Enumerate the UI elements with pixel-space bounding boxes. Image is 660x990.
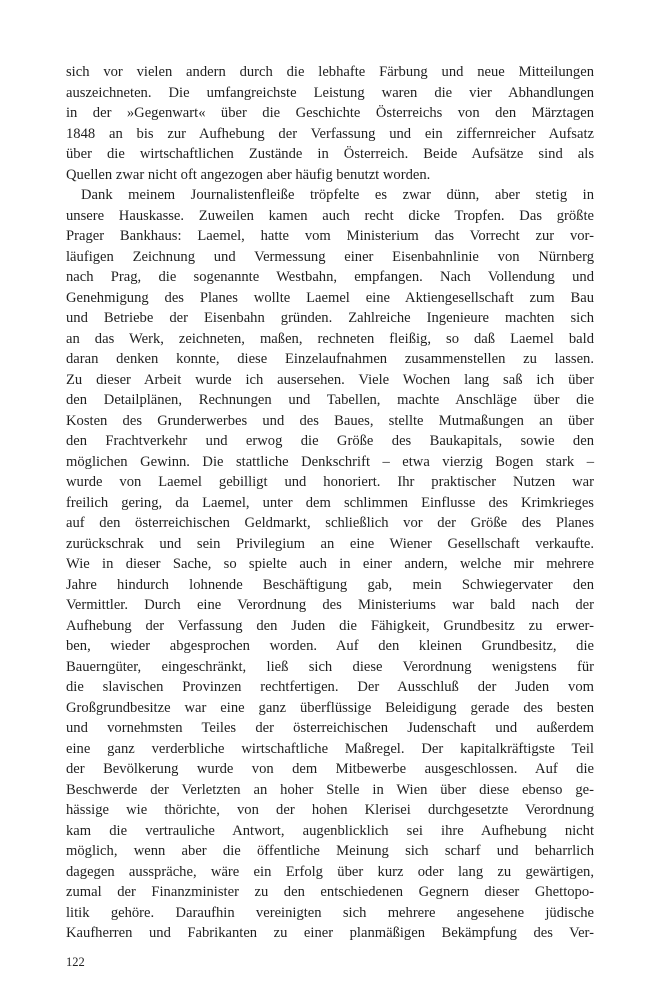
body-text xyxy=(66,62,594,944)
text-line: kam die vertrauliche Antwort, augenblicklich sei ihre Aufhebung nicht xyxy=(66,822,594,839)
text-line: Dank meinem Journalistenfleiße tröpfelte es zwar dünn, aber stetig in xyxy=(81,187,594,203)
text-line: daran denken konnte, diese Einzelaufnahmen zusammenstellen zu lassen. xyxy=(66,351,594,367)
text-line: Großgrundbesitze war eine ganz überflüssige Beleidigung gerade des besten xyxy=(66,699,594,716)
text-line: nach Prag, die sogenannte Westbahn, empfangen. Nach Vollendung und xyxy=(66,269,594,285)
page-number: 122 xyxy=(66,955,85,969)
text-line: wurde von Laemel gebilligt und honoriert. Ihr praktischer Nutzen war xyxy=(66,474,594,490)
text-line: ben, wieder abgesprochen worden. Auf den kleinen Grundbesitz, die xyxy=(66,638,594,654)
text-line: Beschwerde der Verletzten an hoher Stelle in Wien über diese ebenso ge- xyxy=(66,781,594,798)
text-line: unsere Hauskasse. Zuweilen kamen auch recht dicke Tropfen. Das größte xyxy=(66,207,594,224)
text-line: Bauerngüter, eingeschränkt, ließ sich diese Verordnung wenigstens für xyxy=(66,658,594,675)
text-line: hässige wie thörichte, von der hohen Klerisei durchgesetzte Verordnung xyxy=(66,802,594,818)
text-line: freilich gering, da Laemel, unter dem schlimmen Einflusse des Krimkrieges xyxy=(66,494,594,511)
text-line: und vornehmsten Teiles der österreichischen Judenschaft und außerdem xyxy=(66,720,594,736)
text-line: Vermittler. Durch eine Verordnung des Ministeriums war bald nach der xyxy=(66,597,594,613)
text-line: dagegen ausspräche, wäre ein Erfolg über kurz oder lang zu gewärtigen, xyxy=(66,863,594,880)
text-line: und Betriebe der Eisenbahn gründen. Zahlreiche Ingenieure machten sich xyxy=(66,310,594,326)
text-line: der Bevölkerung wurde von dem Mitbewerbe ausgeschlossen. Auf die xyxy=(66,761,594,777)
text-line: eine ganz verderbliche wirtschaftliche Maßregel. Der kapitalkräftigste Teil xyxy=(66,740,594,757)
text-line: Kosten des Grunderwerbes und des Baues, stellte Mutmaßungen an über xyxy=(66,412,594,429)
text-line: möglich, wenn aber die öffentliche Meinung sich scharf und beharrlich xyxy=(66,843,594,859)
text-line: in der »Gegenwart« über die Geschichte Österreichs von den Märztagen xyxy=(66,105,594,121)
text-line: Prager Bankhaus: Laemel, hatte vom Ministerium das Vorrecht zur vor- xyxy=(66,228,594,244)
text-line: läufigen Zeichnung und Vermessung einer Eisenbahnlinie von Nürnberg xyxy=(66,248,594,265)
text-line: Genehmigung des Planes wollte Laemel eine Aktiengesellschaft zum Bau xyxy=(66,289,594,306)
text-line: möglichen Gewinn. Die stattliche Denkschrift – etwa vierzig Bogen stark – xyxy=(66,453,594,470)
text-line: Kaufherren und Fabrikanten zu einer planmäßigen Bekämpfung des Ver- xyxy=(66,925,594,941)
text-line: Zu dieser Arbeit wurde ich ausersehen. Viele Wochen lang saß ich über xyxy=(66,371,594,388)
text-line: Jahre hindurch lohnende Beschäftigung gab, mein Schwiegervater den xyxy=(66,576,594,593)
text-line: 1848 an bis zur Aufhebung der Verfassung und ein ziffernreicher Aufsatz xyxy=(66,125,594,142)
text-line: Wie in dieser Sache, so spielte auch in einer andern, welche mir mehrere xyxy=(66,556,594,572)
text-line: Quellen zwar nicht oft angezogen aber häufig benutzt worden. xyxy=(66,166,431,183)
text-line: über die wirtschaftlichen Zustände in Österreich. Beide Aufsätze sind als xyxy=(66,146,594,162)
text-line: auszeichneten. Die umfangreichste Leistung waren die vier Abhandlungen xyxy=(66,84,594,101)
text-line: den Detailplänen, Rechnungen und Tabellen, machte Anschläge über die xyxy=(66,392,594,408)
text-line: sich vor vielen andern durch die lebhafte Färbung und neue Mitteilungen xyxy=(66,64,594,80)
text-line: an das Werk, zeichneten, maßen, rechneten fleißig, so daß Laemel bald xyxy=(66,330,594,347)
text-line: auf den österreichischen Geldmarkt, schließlich vor der Größe des Planes xyxy=(66,515,594,531)
text-line: zurückschrak und sein Privilegium an eine Wiener Gesellschaft verkaufte. xyxy=(66,535,594,552)
text-line: litik gehöre. Daraufhin vereinigten sich mehrere angesehene jüdische xyxy=(66,904,594,921)
text-line: den Frachtverkehr und erwog die Größe des Baukapitals, sowie den xyxy=(66,433,594,449)
text-line: die slavischen Provinzen rechtfertigen. Der Ausschluß der Juden vom xyxy=(66,679,594,695)
text-line: zumal der Finanzminister zu den entschiedenen Gegnern dieser Ghettopo- xyxy=(66,884,594,900)
text-line: Aufhebung der Verfassung den Juden die Fähigkeit, Grundbesitz zu erwer- xyxy=(66,617,594,634)
